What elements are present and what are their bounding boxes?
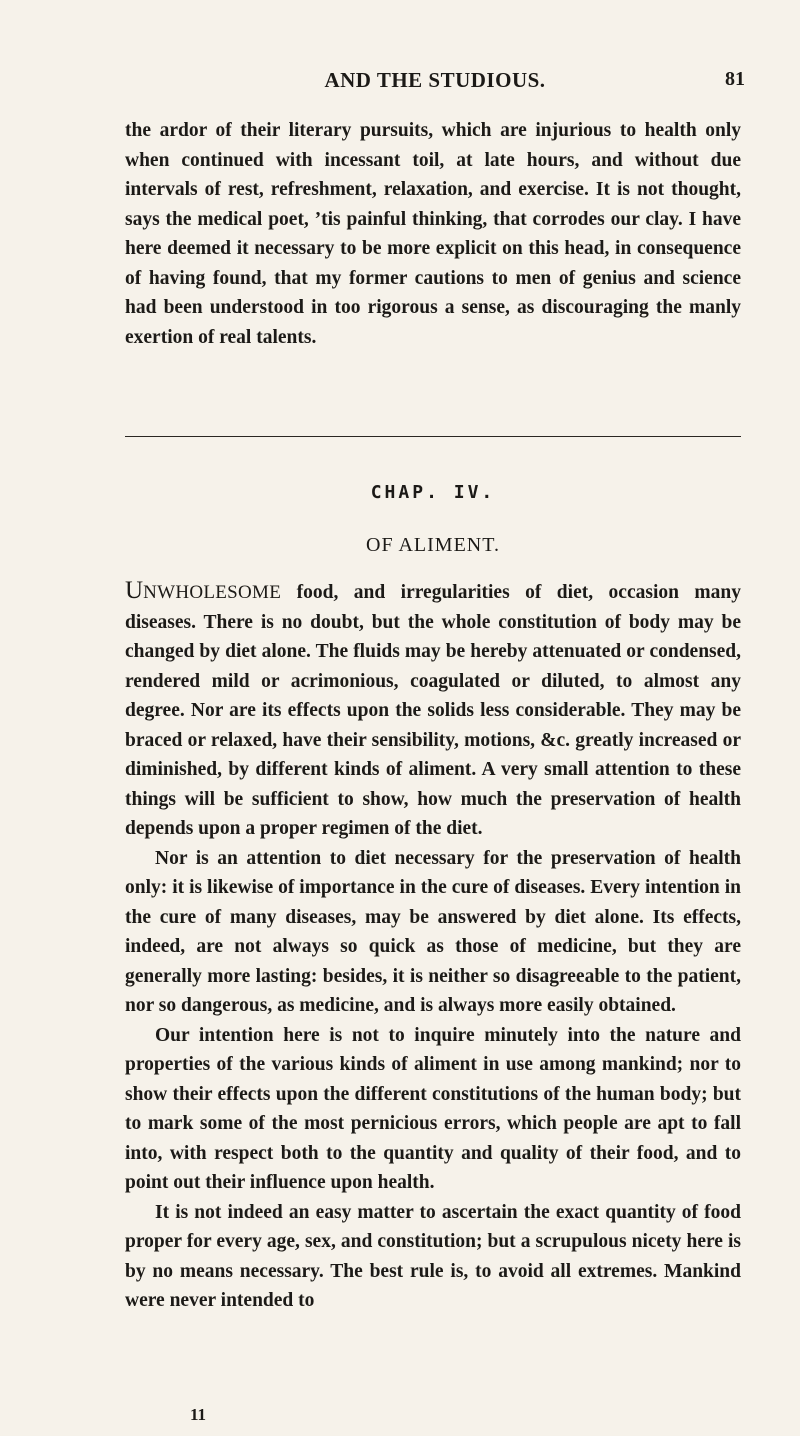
running-head <box>125 68 745 102</box>
chapter-label: CHAP. IV. <box>370 482 496 503</box>
paragraph-1 <box>125 576 741 844</box>
paragraph-4: It is not indeed an easy matter to ascertain the exact quantity of food proper for every age, sex, and constitution; but a scrupulous nicety here is by no means necessary. The best rule is, to avoid all extremes. Mankind were never intended to <box>125 1201 741 1311</box>
paragraph-1-text: food, and irregularities of diet, occasion many diseases. There is no doubt, but the whole constitution of body may be changed by diet alone. The fluids may be hereby attenuated or condensed, rendered mild or acrimonious, coagulated or diluted, to almost any degree. Nor are its effects upon the solids less considerable. They may be braced or relaxed, have their sensibility, motions, &c. greatly increased or diminished, by different kinds of aliment. A very small attention to these things will be sufficient to show, how much the preservation of health depends upon a proper regimen of the diet. <box>125 582 741 839</box>
chapter-title: OF ALIMENT. <box>366 534 500 556</box>
chapter-body <box>125 576 741 1316</box>
continued-paragraph: the ardor of their literary pursuits, which are injurious to health only when continued with incessant toil, at late hours, and without due intervals of rest, refreshment, relaxation, and exercise. It is not thought, says the medical poet, ’tis painful thinking, that corrodes our clay. I have here deemed it necessary to be more explicit on this head, in consequence of having found, that my former cautions to men of genius and science had been understood in too rigorous a sense, as discouraging the manly exertion of real talents. <box>125 120 741 348</box>
section-divider-rule <box>125 436 741 437</box>
opening-word: NWHOLESOME <box>143 582 282 603</box>
continued-paragraph-block <box>125 116 741 352</box>
page-number: 81 <box>725 68 745 90</box>
running-title: AND THE STUDIOUS. <box>324 68 546 92</box>
paragraph-2: Nor is an attention to diet necessary for the preservation of health only: it is likewise of importance in the cure of diseases. Every intention in the cure of many diseases, may be answered by diet alone. Its effects, indeed, are not always so quick as those of medicine, but they are generally more lasting: besides, it is neither so disagreeable to the patient, nor so dangerous, as medicine, and is always more easily obtained. <box>125 847 741 1016</box>
paragraph-3: Our intention here is not to inquire minutely into the nature and properties of the various kinds of aliment in use among mankind; nor to show their effects upon the different constitutions of the human body; but to mark some of the most pernicious errors, which people are apt to fall into, with respect both to the quantity and quality of their food, and to point out their influence upon health. <box>125 1024 741 1193</box>
signature-mark: 11 <box>190 1405 207 1424</box>
drop-cap: U <box>125 577 144 604</box>
